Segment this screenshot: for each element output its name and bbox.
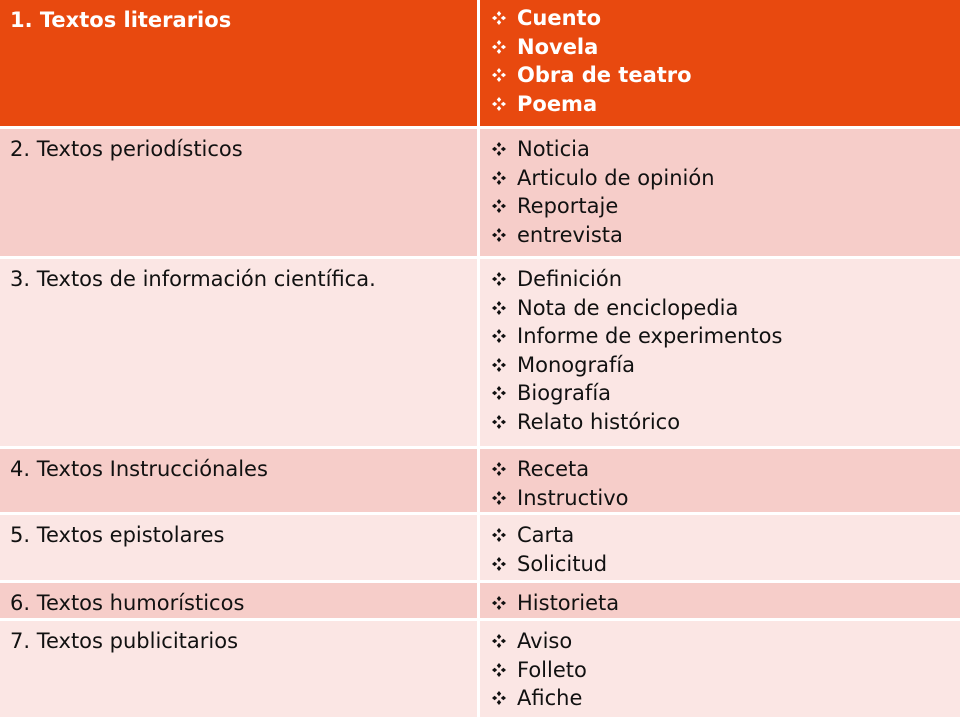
list-item: Carta [490, 521, 950, 550]
list-item: Solicitud [490, 550, 950, 579]
list-item: Historieta [490, 589, 950, 618]
list-item: Articulo de opinión [490, 164, 950, 193]
list-item: Definición [490, 265, 950, 294]
category-cell [0, 449, 480, 515]
items-cell [480, 515, 960, 583]
category-cell [0, 621, 480, 720]
items-list [490, 589, 950, 618]
four-diamond-bullet-icon [491, 690, 507, 706]
list-item: Receta [490, 455, 950, 484]
four-diamond-bullet-icon [491, 490, 507, 506]
items-list [490, 521, 950, 578]
four-diamond-bullet-icon [491, 170, 507, 186]
four-diamond-bullet-icon [491, 198, 507, 214]
category-label: 3. Textos de información científica. [10, 267, 376, 291]
items-cell [480, 449, 960, 515]
items-list [490, 455, 950, 512]
four-diamond-bullet-icon [491, 461, 507, 477]
list-item: Relato histórico [490, 408, 950, 437]
four-diamond-bullet-icon [491, 527, 507, 543]
list-item: Obra de teatro [490, 61, 950, 90]
list-item: Nota de enciclopedia [490, 294, 950, 323]
category-label: 2. Textos periodísticos [10, 137, 243, 161]
four-diamond-bullet-icon [491, 357, 507, 373]
category-label: 7. Textos publicitarios [10, 629, 239, 653]
items-cell [480, 259, 960, 449]
list-item: Biografía [490, 379, 950, 408]
four-diamond-bullet-icon [491, 271, 507, 287]
four-diamond-bullet-icon [491, 414, 507, 430]
category-label: 4. Textos Instrucciónales [10, 457, 268, 481]
list-item: Folleto [490, 656, 950, 685]
four-diamond-bullet-icon [491, 595, 507, 611]
items-cell [480, 0, 960, 129]
four-diamond-bullet-icon [491, 633, 507, 649]
items-cell [480, 583, 960, 621]
list-item: Instructivo [490, 484, 950, 513]
four-diamond-bullet-icon [491, 556, 507, 572]
category-cell [0, 259, 480, 449]
four-diamond-bullet-icon [491, 141, 507, 157]
items-cell [480, 621, 960, 720]
category-label: 5. Textos epistolares [10, 523, 225, 547]
four-diamond-bullet-icon [491, 385, 507, 401]
list-item: entrevista [490, 221, 950, 250]
category-label: 1. Textos literarios [10, 8, 232, 32]
four-diamond-bullet-icon [491, 39, 507, 55]
four-diamond-bullet-icon [491, 96, 507, 112]
items-list [490, 627, 950, 713]
category-cell [0, 515, 480, 583]
list-item: Aviso [490, 627, 950, 656]
items-list [490, 135, 950, 249]
list-item: Noticia [490, 135, 950, 164]
items-list [490, 4, 950, 118]
four-diamond-bullet-icon [491, 662, 507, 678]
list-item: Afiche [490, 684, 950, 713]
items-list [490, 265, 950, 436]
category-cell [0, 129, 480, 259]
four-diamond-bullet-icon [491, 10, 507, 26]
four-diamond-bullet-icon [491, 328, 507, 344]
four-diamond-bullet-icon [491, 67, 507, 83]
list-item: Reportaje [490, 192, 950, 221]
list-item: Cuento [490, 4, 950, 33]
category-label: 6. Textos humorísticos [10, 591, 245, 615]
items-cell [480, 129, 960, 259]
category-cell [0, 583, 480, 621]
four-diamond-bullet-icon [491, 300, 507, 316]
list-item: Informe de experimentos [490, 322, 950, 351]
list-item: Monografía [490, 351, 950, 380]
four-diamond-bullet-icon [491, 227, 507, 243]
list-item: Poema [490, 90, 950, 119]
list-item: Novela [490, 33, 950, 62]
category-cell [0, 0, 480, 129]
